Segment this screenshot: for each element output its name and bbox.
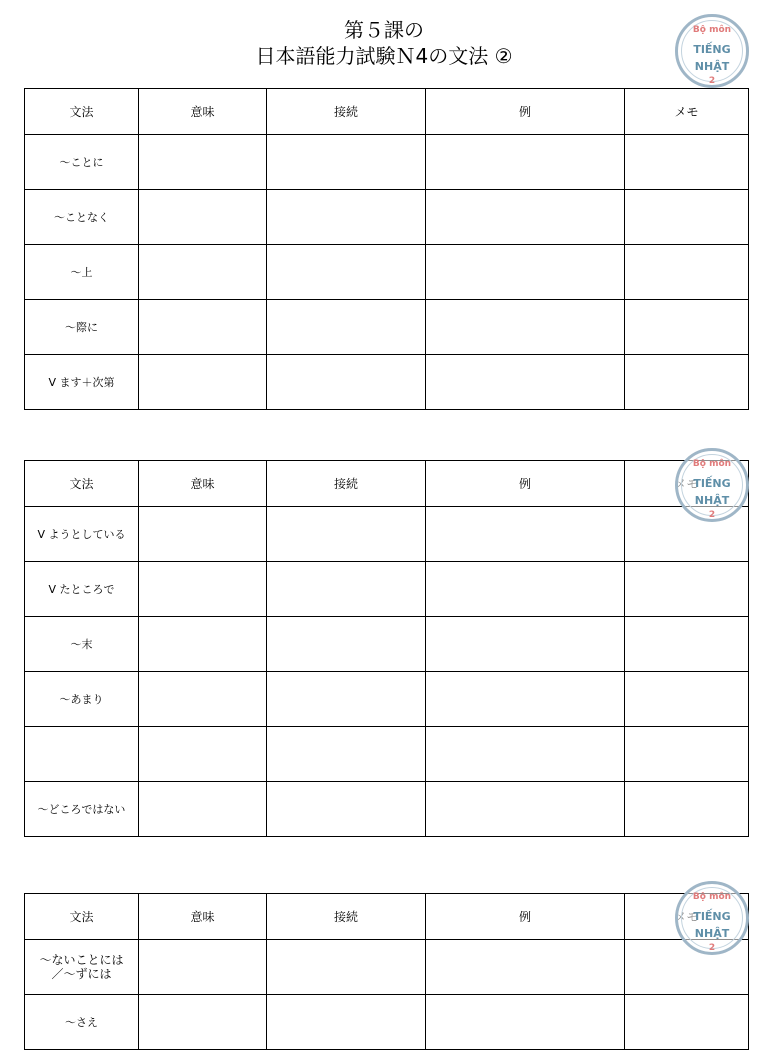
connection-cell[interactable] (267, 135, 426, 190)
memo-cell[interactable] (625, 727, 749, 782)
example-cell[interactable] (426, 782, 625, 837)
memo-cell[interactable] (625, 995, 749, 1050)
grammar-cell: 〜ことに (25, 135, 139, 190)
meaning-cell[interactable] (139, 355, 267, 410)
grammar-cell: V ようとしている (25, 507, 139, 562)
column-header-connection: 接続 (267, 461, 426, 507)
table-row (25, 672, 749, 727)
column-header-meaning: 意味 (139, 894, 267, 940)
logo-text-line4: 2 (708, 76, 716, 86)
connection-cell[interactable] (267, 782, 426, 837)
meaning-cell[interactable] (139, 672, 267, 727)
connection-cell[interactable] (267, 300, 426, 355)
connection-cell[interactable] (267, 507, 426, 562)
connection-cell[interactable] (267, 190, 426, 245)
department-logo-stamp (675, 14, 749, 88)
example-cell[interactable] (426, 355, 625, 410)
table-row (25, 562, 749, 617)
connection-cell[interactable] (267, 562, 426, 617)
meaning-cell[interactable] (139, 300, 267, 355)
example-cell[interactable] (426, 727, 625, 782)
table-header-row (25, 461, 749, 507)
column-header-memo: メモ (625, 89, 749, 135)
table-row (25, 727, 749, 782)
page-title-line2: 日本語能力試験Ｎ4の文法 ② (255, 44, 513, 68)
connection-cell[interactable] (267, 727, 426, 782)
logo-text-line1: Bộ môn (692, 459, 732, 469)
table-header-row (25, 89, 749, 135)
grammar-cell: 〜さえ (25, 995, 139, 1050)
table-row (25, 507, 749, 562)
grammar-table-1 (24, 88, 749, 410)
grammar-cell: 〜あまり (25, 672, 139, 727)
logo-text-line4: 2 (708, 510, 716, 520)
example-cell[interactable] (426, 300, 625, 355)
column-header-connection: 接続 (267, 894, 426, 940)
memo-cell[interactable] (625, 562, 749, 617)
memo-cell[interactable] (625, 672, 749, 727)
column-header-connection: 接続 (267, 89, 426, 135)
logo-text-line1: Bộ môn (692, 892, 732, 902)
meaning-cell[interactable] (139, 507, 267, 562)
table-header-row (25, 894, 749, 940)
column-header-meaning: 意味 (139, 461, 267, 507)
column-header-meaning: 意味 (139, 89, 267, 135)
memo-cell[interactable] (625, 300, 749, 355)
grammar-cell: V ます＋次第 (25, 355, 139, 410)
connection-cell[interactable] (267, 995, 426, 1050)
example-cell[interactable] (426, 672, 625, 727)
column-header-grammar: 文法 (25, 894, 139, 940)
example-cell[interactable] (426, 617, 625, 672)
logo-text-line3: NHẬT (694, 494, 730, 507)
meaning-cell[interactable] (139, 617, 267, 672)
table-row (25, 135, 749, 190)
example-cell[interactable] (426, 245, 625, 300)
example-cell[interactable] (426, 190, 625, 245)
grammar-cell: 〜ないことには／〜ずには (25, 940, 139, 995)
example-cell[interactable] (426, 940, 625, 995)
logo-text-line2: TIẾNG (693, 910, 731, 923)
meaning-cell[interactable] (139, 940, 267, 995)
connection-cell[interactable] (267, 940, 426, 995)
column-header-example: 例 (426, 894, 625, 940)
example-cell[interactable] (426, 995, 625, 1050)
grammar-cell (25, 727, 139, 782)
memo-cell[interactable] (625, 190, 749, 245)
meaning-cell[interactable] (139, 995, 267, 1050)
connection-cell[interactable] (267, 355, 426, 410)
logo-text-line1: Bộ môn (692, 25, 732, 35)
department-logo-stamp (675, 881, 749, 955)
table-row (25, 355, 749, 410)
logo-text-line3: NHẬT (694, 60, 730, 73)
table-row (25, 782, 749, 837)
memo-cell[interactable] (625, 245, 749, 300)
connection-cell[interactable] (267, 245, 426, 300)
page-title-line1: 第５課の (344, 18, 424, 42)
table-row (25, 617, 749, 672)
logo-text-line4: 2 (708, 943, 716, 953)
grammar-table-2 (24, 460, 749, 837)
grammar-cell: 〜際に (25, 300, 139, 355)
meaning-cell[interactable] (139, 562, 267, 617)
example-cell[interactable] (426, 135, 625, 190)
meaning-cell[interactable] (139, 135, 267, 190)
example-cell[interactable] (426, 562, 625, 617)
memo-cell[interactable] (625, 617, 749, 672)
grammar-cell: 〜どころではない (25, 782, 139, 837)
memo-cell[interactable] (625, 782, 749, 837)
connection-cell[interactable] (267, 672, 426, 727)
grammar-cell: 〜末 (25, 617, 139, 672)
column-header-grammar: 文法 (25, 461, 139, 507)
department-logo-stamp (675, 448, 749, 522)
memo-cell[interactable] (625, 355, 749, 410)
table-row (25, 190, 749, 245)
grammar-cell: 〜ことなく (25, 190, 139, 245)
meaning-cell[interactable] (139, 782, 267, 837)
memo-cell[interactable] (625, 135, 749, 190)
logo-text-line3: NHẬT (694, 927, 730, 940)
grammar-table-3 (24, 893, 749, 1050)
connection-cell[interactable] (267, 617, 426, 672)
logo-text-line2: TIẾNG (693, 477, 731, 490)
grammar-cell: V たところで (25, 562, 139, 617)
table-row (25, 995, 749, 1050)
meaning-cell[interactable] (139, 245, 267, 300)
meaning-cell[interactable] (139, 727, 267, 782)
table-row (25, 245, 749, 300)
table-row (25, 940, 749, 995)
column-header-example: 例 (426, 89, 625, 135)
meaning-cell[interactable] (139, 190, 267, 245)
example-cell[interactable] (426, 507, 625, 562)
logo-text-line2: TIẾNG (693, 43, 731, 56)
grammar-cell: 〜上 (25, 245, 139, 300)
column-header-example: 例 (426, 461, 625, 507)
table-row (25, 300, 749, 355)
column-header-grammar: 文法 (25, 89, 139, 135)
